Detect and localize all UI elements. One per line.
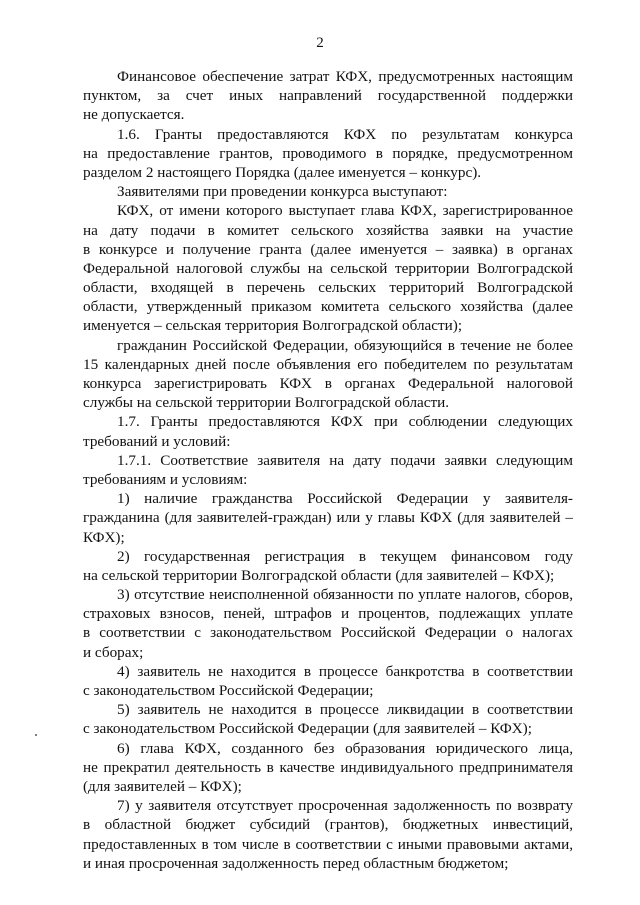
text-line: с законодательством Российской Федерации;	[83, 682, 374, 699]
text-line: на сельской территории Волгоградской области (для заявителей – КФХ);	[83, 566, 555, 584]
text-line: 6) глава КФХ, созданного без образования юридического лица,	[117, 739, 573, 757]
text-line: 2) государственная регистрация в текущем финансовом году	[117, 547, 573, 565]
text-line: 1.7. Гранты предоставляются КФХ при соблюдении следующих	[117, 413, 573, 431]
text-line: именуется – сельская территория Волгоградской области);	[83, 317, 463, 335]
text-line: 4) заявитель не находится в процессе банкротства в соответствии	[117, 662, 573, 680]
text-line: в областной бюджет субсидий (грантов), бюджетных инвестиций,	[83, 816, 573, 834]
text-line: гражданина (для заявителей-граждан) или у главы КФХ (для заявителей –	[83, 509, 573, 527]
text-line: 1.7.1. Соответствие заявителя на дату подачи заявки следующим	[117, 451, 573, 469]
text-line: пунктом, за счет иных направлений государственной поддержки	[83, 87, 573, 105]
text-line: области, входящей в перечень сельских территорий Волгоградской	[83, 279, 573, 297]
text-line: области, утвержденный приказом комитета сельского хозяйства (далее	[83, 298, 573, 316]
text-line: КФХ);	[83, 528, 125, 546]
text-line: предоставленных в том числе в соответствии с иными правовыми актами,	[83, 835, 573, 853]
text-line: конкурса зарегистрировать КФХ в органах Федеральной налоговой	[83, 375, 573, 392]
text-line: 3) отсутствие неисполненной обязанности по уплате налогов, сборов,	[117, 586, 573, 604]
text-line: в соответствии с законодательством Российской Федерации о налогах	[83, 624, 573, 642]
page-number: 2	[316, 35, 324, 51]
document-body	[83, 67, 573, 873]
text-line: 15 календарных дней после объявления его победителем по результатам	[83, 355, 573, 373]
text-line: не допускается.	[83, 106, 185, 124]
text-line: гражданин Российской Федерации, обязующийся в течение не более	[117, 336, 573, 354]
text-line: страховых взносов, пеней, штрафов и процентов, подлежащих уплате	[83, 605, 573, 623]
text-line: 1) наличие гражданства Российской Федерации у заявителя-	[117, 490, 573, 508]
text-line: 1.6. Гранты предоставляются КФХ по результатам конкурса	[117, 125, 573, 143]
text-line: 7) у заявителя отсутствует просроченная задолженность по возврату	[117, 797, 573, 815]
text-line: на предоставление грантов, проводимого в порядке, предусмотренном	[83, 144, 573, 162]
text-line: Финансовое обеспечение затрат КФХ, предусмотренных настоящим	[117, 68, 573, 85]
text-line: на дату подачи в комитет сельского хозяйства заявки на участие	[83, 221, 573, 239]
text-line: и иная просроченная задолженность перед областным бюджетом;	[83, 854, 509, 872]
text-line: с законодательством Российской Федерации (для заявителей – КФХ);	[83, 720, 532, 738]
text-line: службы на сельской территории Волгоградской области.	[83, 394, 450, 412]
text-line: разделом 2 настоящего Порядка (далее именуется – конкурс).	[83, 163, 482, 181]
scan-speck	[35, 734, 37, 736]
text-line: и сборах;	[83, 643, 144, 661]
text-line: Заявителями при проведении конкурса выступают:	[117, 183, 448, 201]
text-line: требованиям и условиям:	[83, 470, 248, 488]
text-line: Федеральной налоговой службы на сельской территории Волгоградской	[83, 259, 573, 277]
text-line: (для заявителей – КФХ);	[83, 777, 242, 795]
text-line: в конкурсе и получение гранта (далее именуется – заявка) в органах	[83, 240, 573, 258]
text-line: 5) заявитель не находится в процессе ликвидации в соответствии	[117, 701, 573, 719]
text-line: требований и условий:	[83, 432, 231, 450]
text-line: КФХ, от имени которого выступает глава КФХ, зарегистрированное	[117, 202, 573, 220]
text-line: не прекратил деятельность в качестве индивидуального предпринимателя	[83, 758, 573, 776]
